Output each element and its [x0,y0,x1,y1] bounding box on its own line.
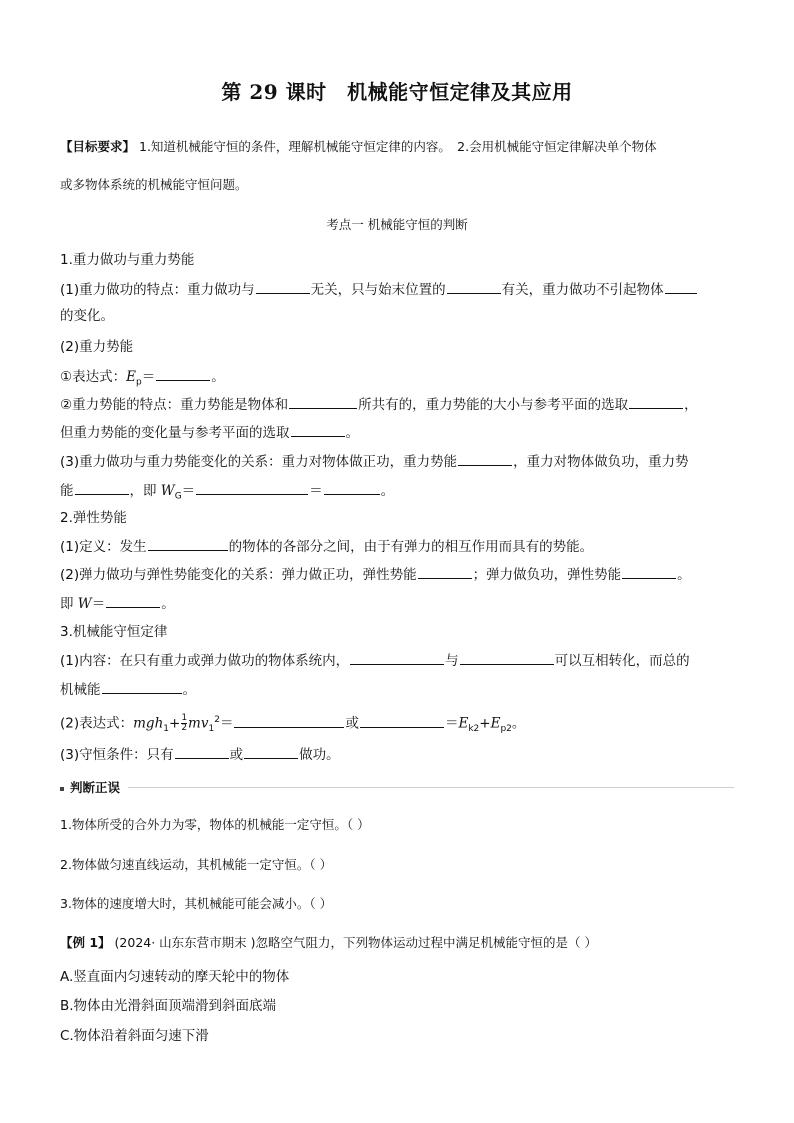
blank[interactable] [360,713,444,728]
blank[interactable] [244,744,298,759]
conservation-content: (1)内容：在只有重力或弹力做功的物体系统内， 与 可以互相转化，而总的 [60,650,690,671]
blank[interactable] [350,650,444,665]
blank[interactable] [75,480,129,495]
option-a: A.竖直面内匀速转动的摩天轮中的物体 [60,969,290,985]
blank[interactable] [324,480,380,495]
blank[interactable] [102,679,182,694]
judge-item: 3.物体的速度增大时，其机械能可能会减小。（ ） [60,896,333,911]
goals-tag: 【目标要求】 [60,139,136,154]
square-bullet-icon [60,787,64,791]
fraction-one-half: $\frac{1}{2}$ [181,713,188,733]
blank[interactable] [665,279,697,294]
blank[interactable] [148,536,228,551]
subheading-potential: (2)重力势能 [60,339,134,355]
potential-feature: ②重力势能的特点：重力势能是物体和 所共有的，重力势能的大小与参考平面的选取 ， [60,394,698,415]
blank[interactable] [175,744,229,759]
blank[interactable] [629,394,683,409]
heading-gravity: 1.重力做功与重力势能 [60,252,195,268]
judge-heading: 判断正误 [60,779,126,797]
option-c: C.物体沿着斜面匀速下滑 [60,1028,209,1044]
blank[interactable] [289,394,357,409]
elastic-relation: (2)弹力做功与弹性势能变化的关系：弹力做正功，弹性势能 ；弹力做负功，弹性势能 。 [60,564,691,585]
conservation-condition: (3)守恒条件：只有 或 做功。 [60,744,340,765]
potential-feature-cont: 但重力势能的变化量与参考平面的选取 。 [60,422,359,443]
conservation-content-cont: 机械能 。 [60,679,196,700]
elastic-relation-formula: 即 W＝ 。 [60,593,175,614]
blank[interactable] [106,593,160,608]
judge-item: 2.物体做匀速直线运动，其机械能一定守恒。（ ） [60,857,333,872]
potential-expression: ①表达式：$E_p=$ 。 [60,366,225,393]
heading-elastic: 2.弹性势能 [60,510,127,526]
page-title: 第 29 课时 机械能守恒定律及其应用 [221,80,573,104]
goals-line-2: 或多物体系统的机械能守恒问题。 [60,177,248,192]
blank[interactable] [622,564,676,579]
blank[interactable] [291,422,345,437]
goals-line-1 [60,138,657,156]
gravity-work-feature: (1)重力做功的特点：重力做功与 无关，只与始末位置的 有关，重力做功不引起物体 [60,279,698,300]
option-b: B.物体由光滑斜面顶端滑到斜面底端 [60,998,277,1014]
work-energy-relation: (3)重力做功与重力势能变化的关系：重力对物体做正功，重力势能 ，重力对物体做负功，重力势 [60,451,689,472]
divider [128,787,734,788]
blank[interactable] [460,650,554,665]
judge-item: 1.物体所受的合外力为零，物体的机械能一定守恒。（ ） [60,817,370,832]
conservation-expression: (2)表达式：mgh$_1$+ $\frac{1}{2}$ $mv_1^2=$ 或 $=E_{k2}+E_{p2}$。 [60,713,526,735]
blank[interactable] [156,366,210,381]
blank[interactable] [447,279,501,294]
heading-conservation: 3.机械能守恒定律 [60,624,168,640]
blank[interactable] [458,451,512,466]
elastic-definition: (1)定义：发生 的物体的各部分之间，由于有弹力的相互作用而具有的势能。 [60,536,593,557]
gravity-work-feature-cont: 的变化。 [60,308,114,324]
blank[interactable] [196,480,308,495]
section-title: 考点一 机械能守恒的判断 [326,217,468,232]
goals-text-1: 1.知道机械能守恒的条件，理解机械能守恒定律的内容。 2.会用机械能守恒定律解决单个物体 [135,139,657,154]
blank[interactable] [256,279,310,294]
example-question: 【例 1】 (2024· 山东东营市期末 )忽略空气阻力，下列物体运动过程中满足机械能守恒的是（ ） [60,935,598,950]
blank[interactable] [418,564,472,579]
work-energy-relation-cont: 能 ，即 $W_G=$ ＝ 。 [60,480,394,507]
blank[interactable] [234,713,344,728]
